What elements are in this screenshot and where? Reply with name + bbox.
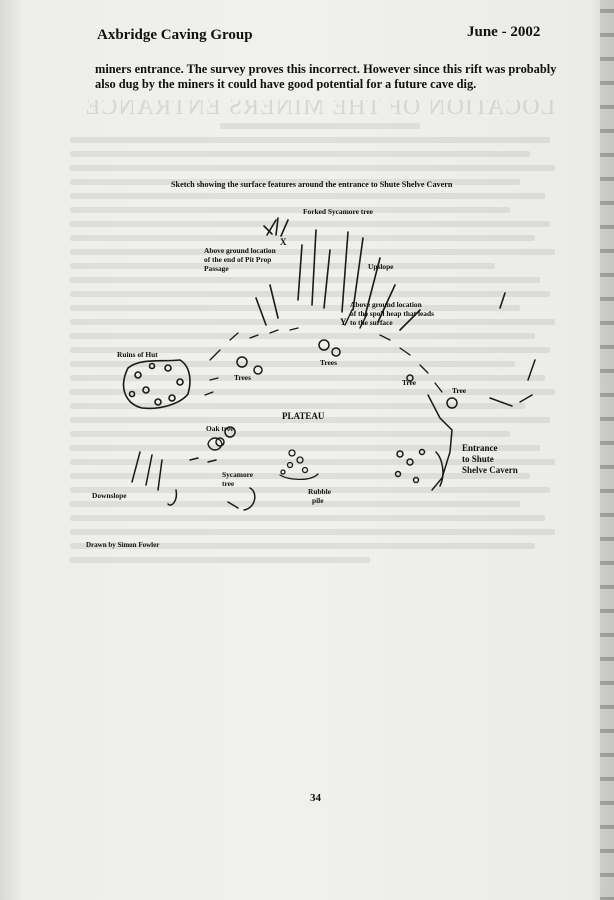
mark-y: Y — [340, 317, 347, 327]
label-sycamore-2: tree — [222, 479, 235, 488]
label-entrance-1: Entrance — [462, 443, 498, 453]
tree-symbols — [216, 340, 457, 446]
label-rubble-2: pile — [312, 496, 324, 505]
hut-ruins-drawing — [124, 360, 190, 408]
forked-sycamore-tree — [264, 218, 288, 236]
header-group-name: Axbridge Caving Group — [97, 27, 253, 43]
label-trees-right: Trees — [320, 358, 337, 367]
label-entrance-3: Shelve Cavern — [462, 465, 518, 475]
oak-tree-symbol — [208, 438, 222, 450]
label-downslope: Downslope — [92, 491, 127, 500]
downslope-hachures — [132, 452, 255, 510]
spiral-binding-edge — [600, 0, 614, 900]
label-pit-prop-3: Passage — [204, 264, 229, 273]
page-number: 34 — [310, 792, 321, 804]
label-pit-prop-1: Above ground location — [204, 246, 276, 255]
label-ruins-of-hut: Ruins of Hut — [117, 350, 158, 359]
label-spoil-1: Above ground location — [350, 300, 422, 309]
label-forked-sycamore: Forked Sycamore tree — [303, 207, 373, 216]
sketch-title: Sketch showing the surface features around the entrance to Shute Shelve Cavern — [171, 180, 453, 189]
label-trees-left: Trees — [234, 373, 251, 382]
label-upslope: Upslope — [368, 262, 394, 271]
label-entrance-2: to Shute — [462, 454, 494, 464]
intro-paragraph: miners entrance. The survey proves this incorrect. However since this rift was probably also dug by the miners it could have good potential for a future cave dig. — [95, 62, 557, 91]
label-tree-1: Tree — [402, 378, 417, 387]
label-oak-tree: Oak tree — [206, 424, 234, 433]
label-plateau: PLATEAU — [282, 411, 325, 421]
label-rubble-1: Rubble — [308, 487, 332, 496]
rubble-pile-drawing — [280, 450, 318, 479]
label-spoil-2: of the spoil heap that leads — [350, 309, 434, 318]
label-pit-prop-2: of the end of Pit Prop — [204, 255, 272, 264]
drawing-credit: Drawn by Simon Fowler — [86, 541, 160, 549]
label-spoil-3: to the surface — [350, 318, 393, 327]
mark-x: X — [280, 237, 287, 247]
bleed-through-text: LOCATION OF THE MINERS ENTRANCE — [70, 100, 570, 820]
surface-sketch — [80, 190, 580, 530]
header-date: June - 2002 — [467, 24, 541, 40]
label-tree-2: Tree — [452, 386, 467, 395]
label-sycamore-1: Sycamore — [222, 470, 254, 479]
